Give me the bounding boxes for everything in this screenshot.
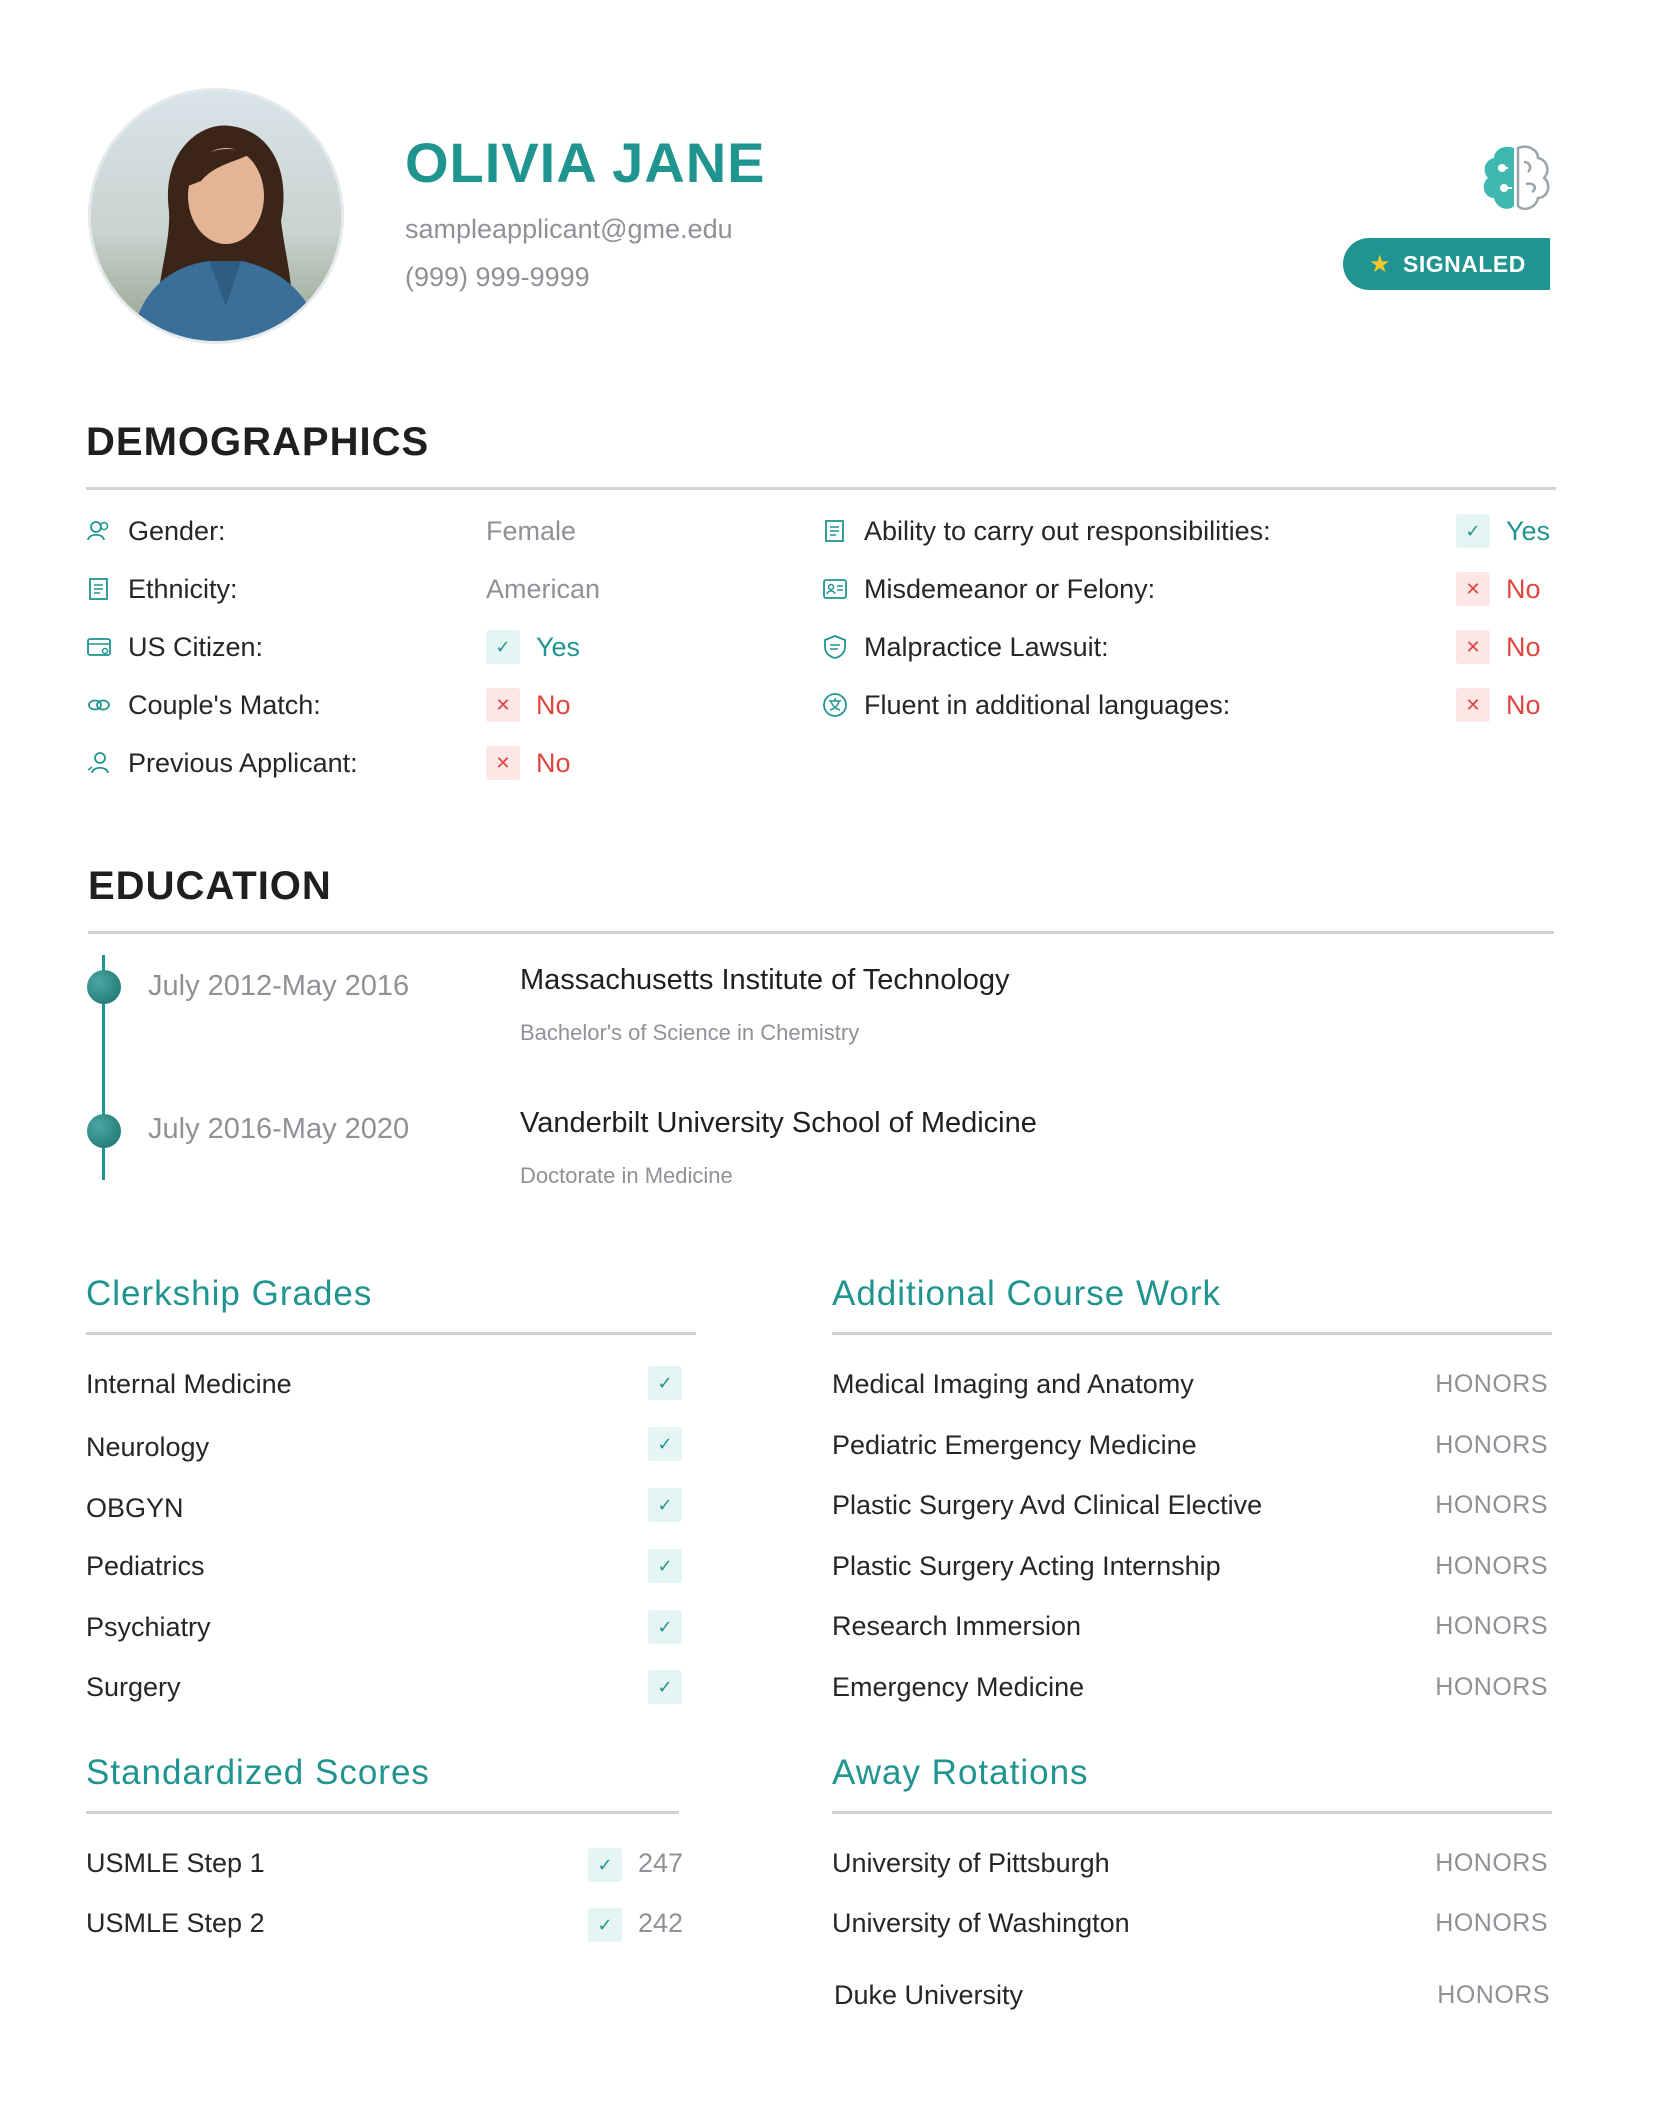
check-icon: ✓	[588, 1848, 622, 1882]
demo-label: Gender:	[128, 515, 226, 546]
demographics-title: DEMOGRAPHICS	[86, 420, 430, 464]
id-card-icon	[822, 576, 848, 602]
demo-value-malpractice	[1456, 630, 1541, 664]
timeline-dot	[87, 970, 121, 1004]
answer-no: No	[536, 689, 571, 720]
demo-value-misdemeanor	[1456, 572, 1541, 606]
grade-label: HONORS	[1435, 1552, 1548, 1580]
check-icon: ✓	[648, 1549, 682, 1583]
check-icon: ✓	[486, 630, 520, 664]
answer-no: No	[1506, 689, 1541, 720]
demo-label: Fluent in additional languages:	[864, 689, 1231, 720]
demo-value-previous-applicant	[486, 746, 571, 780]
coursework-item: Research Immersion	[832, 1611, 1082, 1641]
demo-row-ability	[822, 511, 1271, 551]
document-icon	[86, 576, 112, 602]
timeline-dot	[87, 1114, 121, 1148]
check-icon: ✓	[648, 1610, 682, 1644]
brain-logo-icon	[1476, 140, 1556, 220]
grade-label: HONORS	[1435, 1673, 1548, 1701]
card-icon	[86, 634, 112, 660]
cross-icon: ✕	[1456, 572, 1490, 606]
demo-label: Previous Applicant:	[128, 747, 358, 778]
grade-label: HONORS	[1435, 1491, 1548, 1519]
users-icon	[86, 518, 112, 544]
check-icon: ✓	[648, 1427, 682, 1461]
coursework-divider	[832, 1332, 1552, 1335]
coursework-item: Plastic Surgery Avd Clinical Elective	[832, 1490, 1263, 1520]
demo-label: Ability to carry out responsibilities:	[864, 515, 1271, 546]
scores-title: Standardized Scores	[86, 1753, 430, 1792]
score-item: USMLE Step 2	[86, 1908, 265, 1938]
link-icon	[86, 692, 112, 718]
demo-row-gender	[86, 511, 226, 551]
demo-row-ethnicity	[86, 569, 238, 609]
rotation-item: University of Pittsburgh	[832, 1848, 1110, 1878]
check-icon: ✓	[648, 1488, 682, 1522]
grade-label: HONORS	[1435, 1909, 1548, 1937]
demo-label: Malpractice Lawsuit:	[864, 631, 1109, 662]
scores-divider	[86, 1811, 679, 1814]
demo-value-gender: Female	[486, 516, 577, 546]
applicant-photo	[88, 88, 344, 344]
edu-school: Massachusetts Institute of Technology	[520, 964, 1010, 996]
check-icon: ✓	[1456, 514, 1490, 548]
answer-yes: Yes	[536, 631, 581, 662]
portrait-image	[91, 91, 344, 344]
coursework-item: Plastic Surgery Acting Internship	[832, 1551, 1221, 1581]
answer-no: No	[1506, 631, 1541, 662]
grade-label: HONORS	[1435, 1849, 1548, 1877]
demo-value-us-citizen	[486, 630, 580, 664]
education-title: EDUCATION	[88, 864, 332, 908]
clerkship-item: Internal Medicine	[86, 1369, 292, 1399]
demo-value-couples-match	[486, 688, 571, 722]
demo-row-previous-applicant	[86, 743, 358, 783]
grade-label: HONORS	[1435, 1431, 1548, 1459]
demo-label: Misdemeanor or Felony:	[864, 573, 1156, 604]
applicant-email[interactable]: sampleapplicant@gme.edu	[405, 214, 733, 244]
check-icon: ✓	[648, 1366, 682, 1400]
score-item: USMLE Step 1	[86, 1848, 265, 1878]
demographics-divider	[86, 487, 1556, 490]
demo-row-couples-match	[86, 685, 321, 725]
answer-no: No	[536, 747, 571, 778]
applicant-name: OLIVIA JANE	[405, 131, 766, 194]
star-icon: ★	[1369, 250, 1392, 278]
rotation-item: Duke University	[834, 1980, 1024, 2010]
answer-no: No	[1506, 573, 1541, 604]
edu-degree: Bachelor's of Science in Chemistry	[520, 1020, 860, 1045]
coursework-title: Additional Course Work	[832, 1274, 1222, 1313]
check-icon: ✓	[648, 1670, 682, 1704]
signaled-badge	[1343, 238, 1550, 290]
demo-label: Couple's Match:	[128, 689, 321, 720]
score-value: 247	[638, 1848, 684, 1878]
clerkship-item: Pediatrics	[86, 1551, 205, 1581]
edu-degree: Doctorate in Medicine	[520, 1163, 733, 1188]
demo-value-ability	[1456, 514, 1550, 548]
demo-label: Ethnicity:	[128, 573, 238, 604]
shield-icon	[822, 634, 848, 660]
edu-school: Vanderbilt University School of Medicine	[520, 1107, 1037, 1139]
score-value: 242	[638, 1908, 684, 1938]
clerkship-item: Surgery	[86, 1672, 181, 1702]
badge-label: SIGNALED	[1403, 250, 1526, 277]
clerkship-item: Psychiatry	[86, 1612, 211, 1642]
rotations-title: Away Rotations	[832, 1753, 1089, 1792]
grade-label: HONORS	[1435, 1612, 1548, 1640]
cross-icon: ✕	[486, 688, 520, 722]
applicant-phone: (999) 999-9999	[405, 262, 590, 292]
coursework-item: Pediatric Emergency Medicine	[832, 1430, 1197, 1460]
rotations-divider	[832, 1811, 1552, 1814]
coursework-item: Emergency Medicine	[832, 1672, 1085, 1702]
demo-row-languages	[822, 685, 1230, 725]
cross-icon: ✕	[1456, 688, 1490, 722]
clerkship-item: Neurology	[86, 1432, 210, 1462]
language-icon	[822, 692, 848, 718]
edu-date: July 2012-May 2016	[148, 970, 410, 1002]
education-divider	[88, 931, 1554, 934]
demo-value-languages	[1456, 688, 1541, 722]
clerkship-title: Clerkship Grades	[86, 1274, 373, 1313]
edu-date: July 2016-May 2020	[148, 1113, 410, 1145]
demo-label: US Citizen:	[128, 631, 264, 662]
demo-row-malpractice	[822, 627, 1109, 667]
grade-label: HONORS	[1437, 1981, 1550, 2009]
cross-icon: ✕	[1456, 630, 1490, 664]
rotation-item: University of Washington	[832, 1908, 1130, 1938]
coursework-item: Medical Imaging and Anatomy	[832, 1369, 1194, 1399]
demo-row-us-citizen	[86, 627, 263, 667]
clerkship-divider	[86, 1332, 696, 1335]
demo-value-ethnicity: American	[486, 574, 601, 604]
user-icon	[86, 750, 112, 776]
grade-label: HONORS	[1435, 1370, 1548, 1398]
demo-row-misdemeanor	[822, 569, 1155, 609]
cross-icon: ✕	[486, 746, 520, 780]
clerkship-item: OBGYN	[86, 1493, 184, 1523]
check-icon: ✓	[588, 1908, 622, 1942]
answer-yes: Yes	[1506, 515, 1551, 546]
document-icon	[822, 518, 848, 544]
